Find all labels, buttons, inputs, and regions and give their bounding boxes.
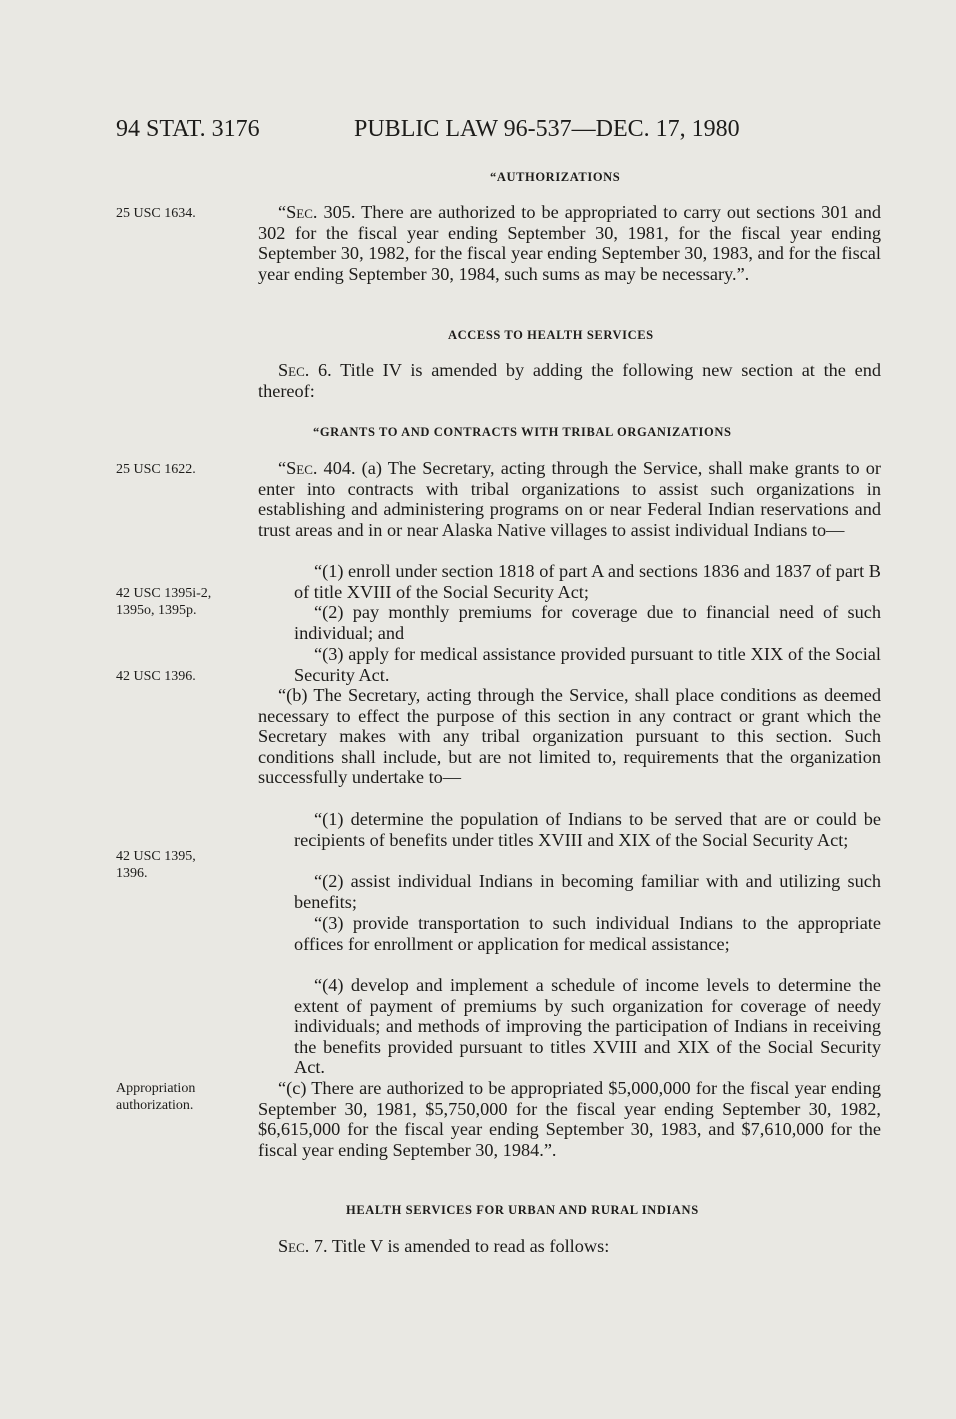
sec-404-b-1: “(1) determine the population of Indians to be served that are or could be recipients of benefits under titles XVIII and XIX of the Social Security Act; (294, 809, 881, 850)
margin-note-42-usc-1395-1396: 42 USC 1395, 1396. (116, 849, 196, 881)
running-head: PUBLIC LAW 96-537—DEC. 17, 1980 (354, 116, 740, 142)
margin-note-42-usc-1395i-2: 42 USC 1395i-2, 1395o, 1395p. (116, 586, 212, 618)
sec-404-paragraph (258, 458, 881, 540)
margin-note-42-usc-1396: 42 USC 1396. (116, 669, 196, 684)
sec-305-text: There are authorized to be appropriated to carry out sections 301 and 302 for the fiscal year ending September 30, 1981, for the fiscal year ending September 30, 1982, for the fiscal year ending September 30, 1983, and for the fiscal year ending September 30, 1984, such sums as may be necessary.”. (258, 202, 881, 284)
margin-note-25-usc-1634: 25 USC 1634. (116, 206, 196, 221)
margin-note-appropriation: Appropriation authorization. (116, 1081, 196, 1113)
sec-404-c: “(c) There are authorized to be appropriated $5,000,000 for the fiscal year ending September 30, 1981, $5,750,000 for the fiscal year ending September 30, 1982, $6,615,000 for the fiscal year ending September 30, 1983, and $7,610,000 for the fiscal year ending September 30, 1984.”. (258, 1078, 881, 1160)
page-reference: 94 STAT. 3176 (116, 116, 260, 142)
sec-404-b-3: “(3) provide transportation to such individual Indians to the appropriate offices for enrollment or application for medical assistance; (294, 913, 881, 954)
sec-305-paragraph (258, 202, 881, 284)
sec-404-b-2: “(2) assist individual Indians in becoming familiar with and utilizing such benefits; (294, 871, 881, 912)
sec-7-paragraph (258, 1236, 881, 1257)
heading-authorizations: “AUTHORIZATIONS (490, 170, 621, 184)
sec-404-a-2: “(2) pay monthly premiums for coverage due to financial need of such individual; and (294, 602, 881, 643)
sec-7-text: Title V is amended to read as follows: (327, 1236, 610, 1256)
heading-access-to-health-services: ACCESS TO HEALTH SERVICES (448, 328, 654, 342)
sec-305-label: “Sec. 305. (278, 202, 356, 222)
heading-urban-rural: HEALTH SERVICES FOR URBAN AND RURAL INDIANS (346, 1203, 699, 1217)
sec-404-text: (a) The Secretary, acting through the Service, shall make grants to or enter into contracts with tribal organizations to assist such organizations in establishing and administering programs on or near Federal Indian reservations and trust areas and in or near Alaska Native villages to assist individual Indians to— (258, 458, 881, 540)
sec-404-a-1: “(1) enroll under section 1818 of part A and sections 1836 and 1837 of part B of title XVIII of the Social Security Act; (294, 561, 881, 602)
sec-6-label: Sec. 6. (278, 360, 332, 380)
sec-7-label: Sec. 7. (278, 1236, 328, 1256)
sec-404-b: “(b) The Secretary, acting through the Service, shall place conditions as deemed necessary to effect the purpose of this section in any contract or grant which the Secretary makes with any tribal organization pursuant to this section. Such conditions shall include, but are not limited to, requirements that the organization successfully undertake to— (258, 685, 881, 787)
heading-grants-tribal: “GRANTS TO AND CONTRACTS WITH TRIBAL ORGANIZATIONS (313, 425, 732, 439)
sec-6-paragraph (258, 360, 881, 401)
sec-404-a-3: “(3) apply for medical assistance provided pursuant to title XIX of the Social Security Act. (294, 644, 881, 685)
margin-note-25-usc-1622: 25 USC 1622. (116, 462, 196, 477)
sec-404-b-4: “(4) develop and implement a schedule of income levels to determine the extent of payment of premiums by such organization for coverage of needy individuals; and methods of improving the participation of Indians in receiving the benefits provided pursuant to titles XVIII and XIX of the Social Security Act. (294, 975, 881, 1077)
sec-404-label: “Sec. 404. (278, 458, 356, 478)
sec-6-text: Title IV is amended by adding the following new section at the end thereof: (258, 360, 881, 401)
